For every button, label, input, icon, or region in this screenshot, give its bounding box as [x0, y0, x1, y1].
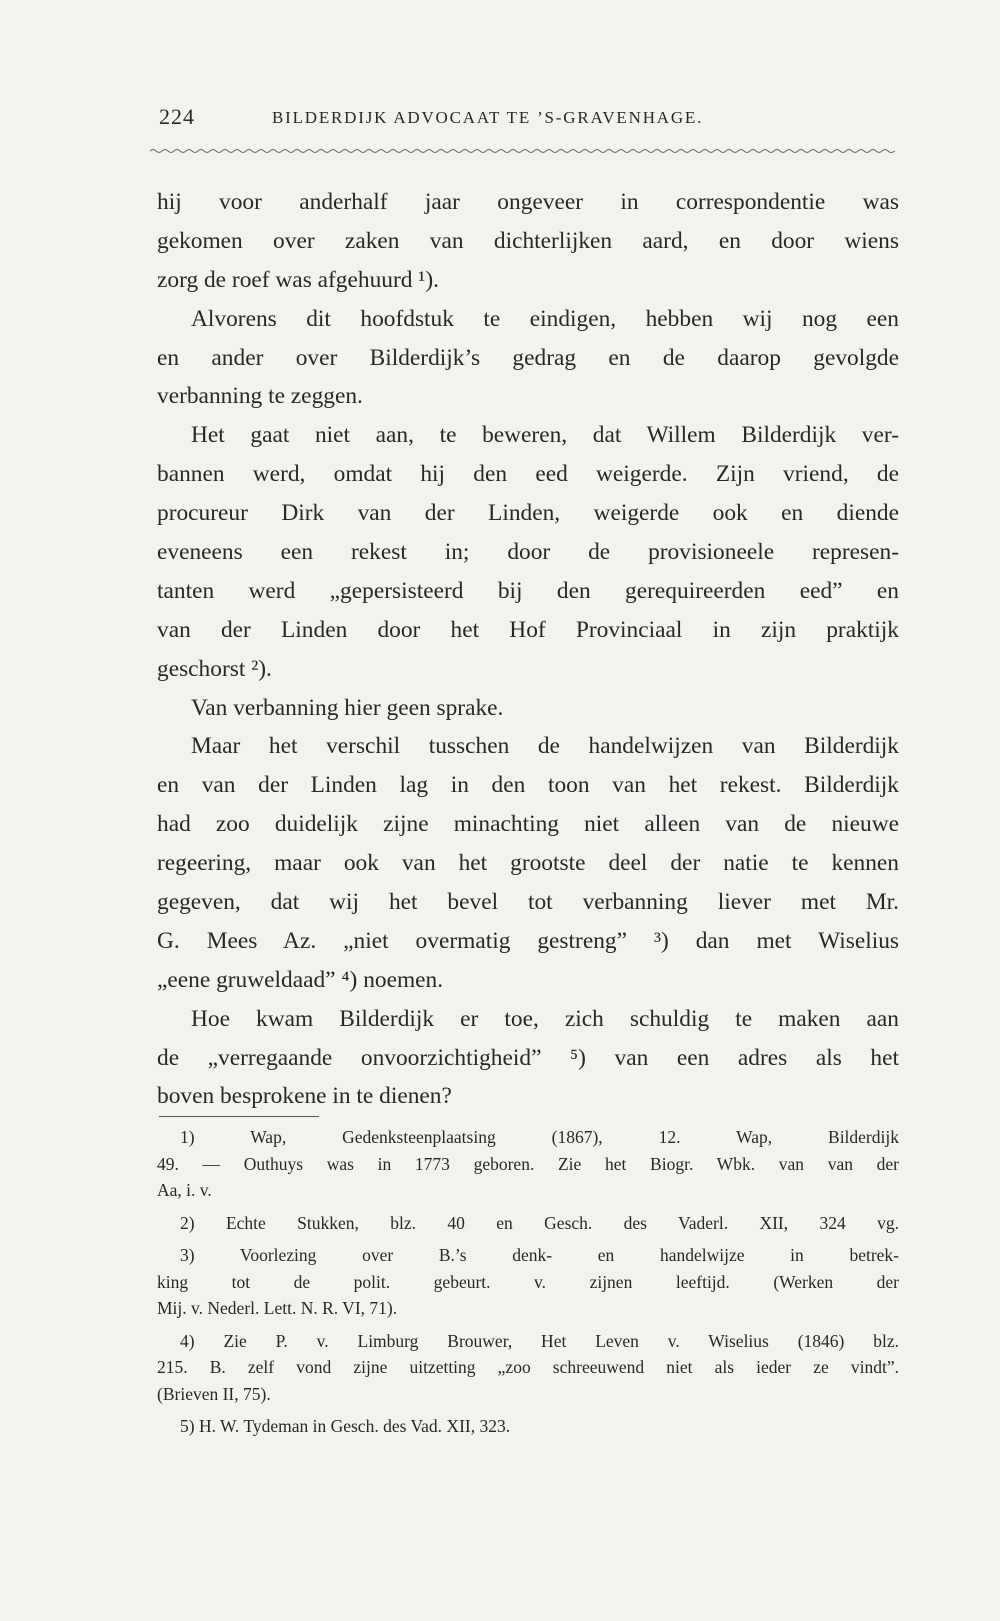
body-line: eveneens een rekest in; door de provisioneele represen- — [157, 539, 899, 566]
body-line: Van verbanning hier geen sprake. — [191, 694, 504, 721]
body-line: Hoe kwam Bilderdijk er toe, zich schuldig te maken aan — [191, 1005, 899, 1032]
body-line: Maar het verschil tusschen de handelwijzen van Bilderdijk — [191, 733, 899, 760]
body-line: had zoo duidelijk zijne minachting niet alleen van de nieuwe — [157, 811, 899, 838]
body-line: regeering, maar ook van het grootste deel der natie te kennen — [157, 850, 899, 877]
running-title: BILDERDIJK ADVOCAAT TE ’S-GRAVENHAGE. — [272, 108, 704, 127]
body-line: bannen werd, omdat hij den eed weigerde. Zijn vriend, de — [157, 461, 899, 488]
footnote-line: (Brieven II, 75). — [157, 1383, 271, 1404]
footnote-line: Mij. v. Nederl. Lett. N. R. VI, 71). — [157, 1298, 398, 1318]
footnote-line: 1) Wap, Gedenksteenplaatsing (1867), 12. Wap, Bilderdijk — [180, 1127, 899, 1147]
body-line: procureur Dirk van der Linden, weigerde ook en diende — [157, 500, 899, 527]
body-line: tanten werd „gepersisteerd bij den gerequireerden eed” en — [157, 577, 899, 604]
body-line: boven besprokene in te dienen? — [157, 1083, 452, 1110]
footnote-line: 2) Echte Stukken, blz. 40 en Gesch. des Vaderl. XII, 324 vg. — [180, 1212, 899, 1233]
body-line: Het gaat niet aan, te beweren, dat Willem Bilderdijk ver- — [191, 422, 899, 449]
body-line: zorg de roef was afgehuurd ¹). — [157, 266, 439, 293]
footnote-line: 5) H. W. Tydeman in Gesch. des Vad. XII, 323. — [180, 1416, 511, 1436]
body-line: „eene gruweldaad” ⁴) noemen. — [157, 966, 444, 993]
footnote-line: king tot de polit. gebeurt. v. zijnen leeftijd. (Werken der — [157, 1271, 899, 1292]
footnote-line: 215. B. zelf vond zijne uitzetting „zoo schreeuwend niet als ieder ze vindt”. — [157, 1357, 899, 1377]
page-number: 224 — [159, 104, 195, 129]
head-rule — [150, 148, 895, 154]
body-line: gekomen over zaken van dichterlijken aard, en door wiens — [157, 227, 899, 254]
body-line: de „verregaande onvoorzichtigheid” ⁵) van een adres als het — [157, 1044, 899, 1071]
body-line: G. Mees Az. „niet overmatig gestreng” ³) dan met Wiselius — [157, 927, 899, 954]
body-line: gegeven, dat wij het bevel tot verbanning liever met Mr. — [157, 889, 899, 916]
footnote-line: 4) Zie P. v. Limburg Brouwer, Het Leven v. Wiselius (1846) blz. — [180, 1330, 899, 1351]
body-line: en ander over Bilderdijk’s gedrag en de daarop gevolgde — [157, 344, 899, 371]
footnotes — [157, 1124, 899, 1440]
footnote-line: Aa, i. v. — [157, 1180, 212, 1200]
footnote-line: 3) Voorlezing over B.’s denk- en handelwijze in betrek- — [180, 1245, 899, 1265]
body-line: verbanning te zeggen. — [157, 383, 363, 410]
body-line: hij voor anderhalf jaar ongeveer in correspondentie was — [157, 189, 899, 215]
body-line: Alvorens dit hoofdstuk te eindigen, hebben wij nog een — [191, 305, 899, 332]
footnote-line: 49. — Outhuys was in 1773 geboren. Zie het Biogr. Wbk. van van der — [157, 1153, 899, 1174]
body-line: geschorst ²). — [157, 655, 272, 682]
body-line: van der Linden door het Hof Provinciaal in zijn praktijk — [157, 616, 899, 643]
footnote-rule — [159, 1116, 319, 1117]
body-text — [157, 183, 899, 1116]
running-head — [159, 104, 894, 134]
body-line: en van der Linden lag in den toon van het rekest. Bilderdijk — [157, 772, 899, 799]
